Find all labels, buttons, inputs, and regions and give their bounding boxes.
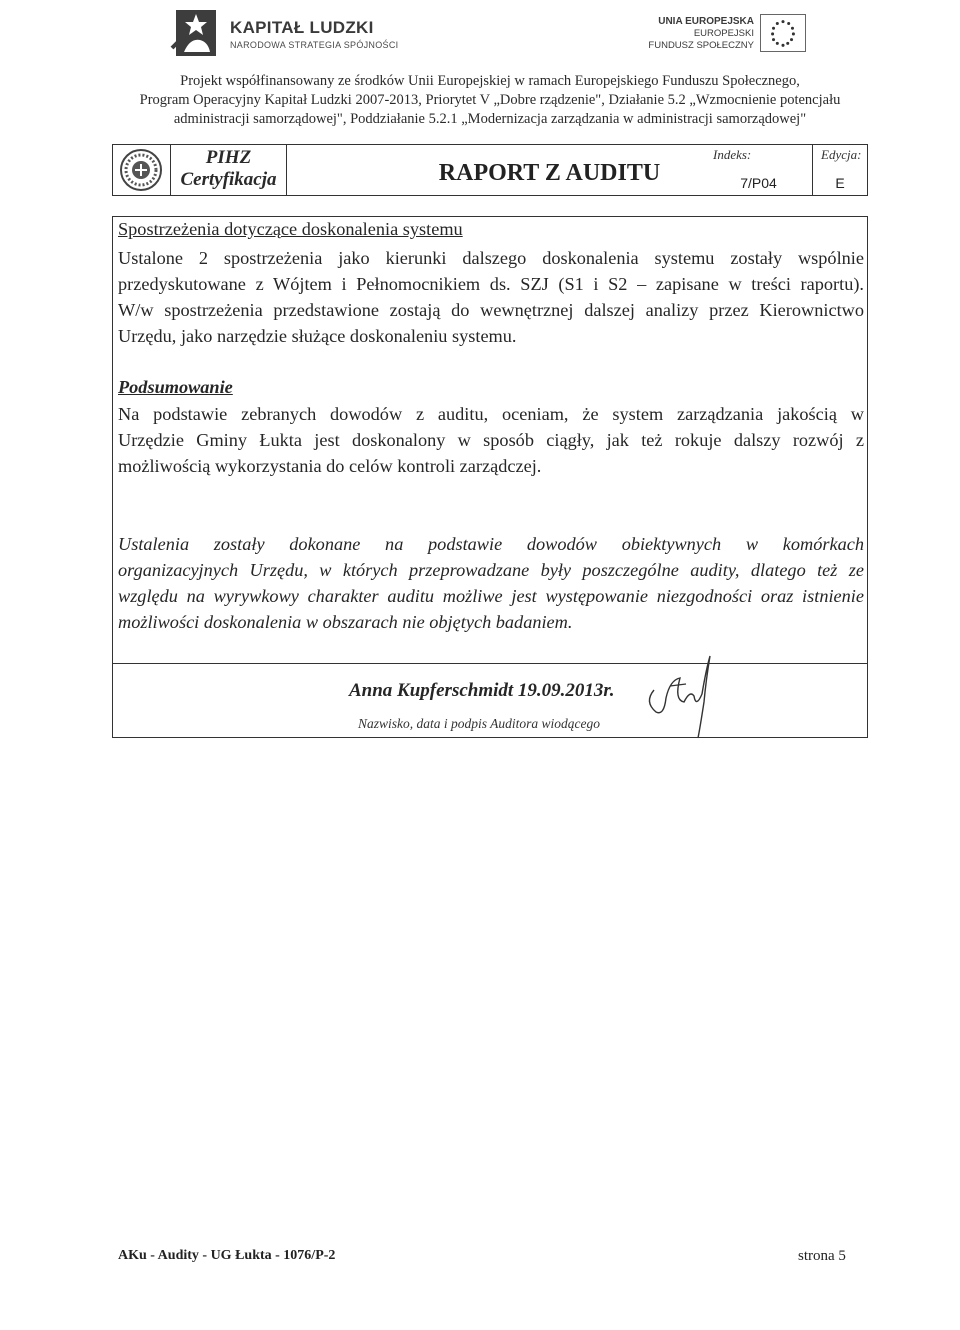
summary-heading: Podsumowanie <box>118 377 233 397</box>
org-subtitle: Certyfikacja <box>180 169 277 190</box>
paragraph-line: możliwości doskonalenia w obszarach nie objętych badaniem. <box>118 612 573 632</box>
footer-document-id: AKu - Audity - UG Łukta - 1076/P-2 <box>118 1248 336 1263</box>
eu-logo-line3: FUNDUSZ SPOŁECZNY <box>648 40 754 51</box>
index-value: 7/P04 <box>740 175 777 191</box>
observations-heading: Spostrzeżenia dotyczące doskonalenia systemu <box>118 219 463 239</box>
paragraph-line: Na podstawie zebranych dowodów z auditu, oceniam, że system zarządzania jakością w <box>118 404 864 424</box>
header-edition-cell <box>813 145 867 195</box>
report-title: RAPORT Z AUDITU <box>287 145 813 195</box>
paragraph-line: W/w spostrzeżenia przedstawione zostają do wewnętrznej dalszej analizy przez Kierownictwo <box>118 300 864 320</box>
paragraph-line: Ustalenia zostały dokonane na podstawie dowodów obiektywnych w komórkach <box>118 534 864 554</box>
eu-fund-logo <box>620 14 810 60</box>
eu-logo-line1: UNIA EUROPEJSKA <box>658 16 754 27</box>
project-line: Projekt współfinansowany ze środków Unii Europejskiej w ramach Europejskiego Funduszu Społecznego, <box>180 73 800 89</box>
signature-caption: Nazwisko, data i podpis Auditora wiodącego <box>358 716 601 731</box>
signature-divider <box>112 663 868 664</box>
paragraph-line: Ustalone 2 spostrzeżenia jako kierunki dalszego doskonalenia systemu zostały wspólnie <box>118 248 864 268</box>
audit-note-paragraph <box>118 531 864 635</box>
paragraph-line: względu na wyrywkowy charakter auditu możliwe jest występowanie niezgodności oraz istnienie <box>118 586 864 606</box>
eu-flag-icon <box>760 14 806 52</box>
edition-label: Edycja: <box>821 147 862 162</box>
org-name: PIHZ <box>205 147 252 168</box>
index-label: Indeks: <box>713 147 752 162</box>
kapital-ludzki-emblem-icon <box>170 8 222 58</box>
kapital-ludzki-title: KAPITAŁ LUDZKI <box>230 18 374 37</box>
handwritten-signature <box>640 650 720 740</box>
paragraph-line: przedyskutowane z Wójtem i Pełnomocnikiem ds. SZJ (S1 i S2 – zapisane w treści raportu). <box>118 274 864 294</box>
kapital-ludzki-subtitle: NARODOWA STRATEGIA SPÓJNOŚCI <box>230 40 399 50</box>
eu-logo-line2: EUROPEJSKI <box>693 28 754 39</box>
project-line: Program Operacyjny Kapitał Ludzki 2007-2013, Priorytet V „Dobre rządzenie", Działanie 5.2 „Wzmocnienie potencjału <box>139 92 841 108</box>
paragraph-line: Urzędzie Gminy Łukta jest doskonalony w sposób ciągły, jak też rokuje dalszy rozwój z <box>118 430 864 450</box>
project-description <box>100 72 880 129</box>
auditor-name-date: Anna Kupferschmidt 19.09.2013r. <box>349 680 615 701</box>
paragraph-line: Urzędu, jako narzędzie służące doskonaleniu systemu. <box>118 326 517 346</box>
header-org-cell <box>171 145 287 195</box>
project-line: administracji samorządowej", Poddziałanie 5.2.1 „Modernizacja zarządzania w administracji samorządowej" <box>173 111 807 127</box>
report-header-table <box>112 144 868 196</box>
paragraph-line: organizacyjnych Urzędu, w których przeprowadzane były poszczególne audity, dlatego też ze <box>118 560 864 580</box>
observations-paragraph <box>118 245 864 349</box>
kapital-ludzki-logo <box>170 8 410 58</box>
edition-value: E <box>835 175 845 191</box>
paragraph-line: możliwością wykorzystania do celów kontroli zarządczej. <box>118 456 542 476</box>
header-index-cell <box>705 145 813 195</box>
footer-page-number: strona 5 <box>798 1248 846 1264</box>
summary-paragraph <box>118 401 864 479</box>
header-seal-cell <box>113 145 171 195</box>
pihz-seal-icon <box>119 148 163 192</box>
